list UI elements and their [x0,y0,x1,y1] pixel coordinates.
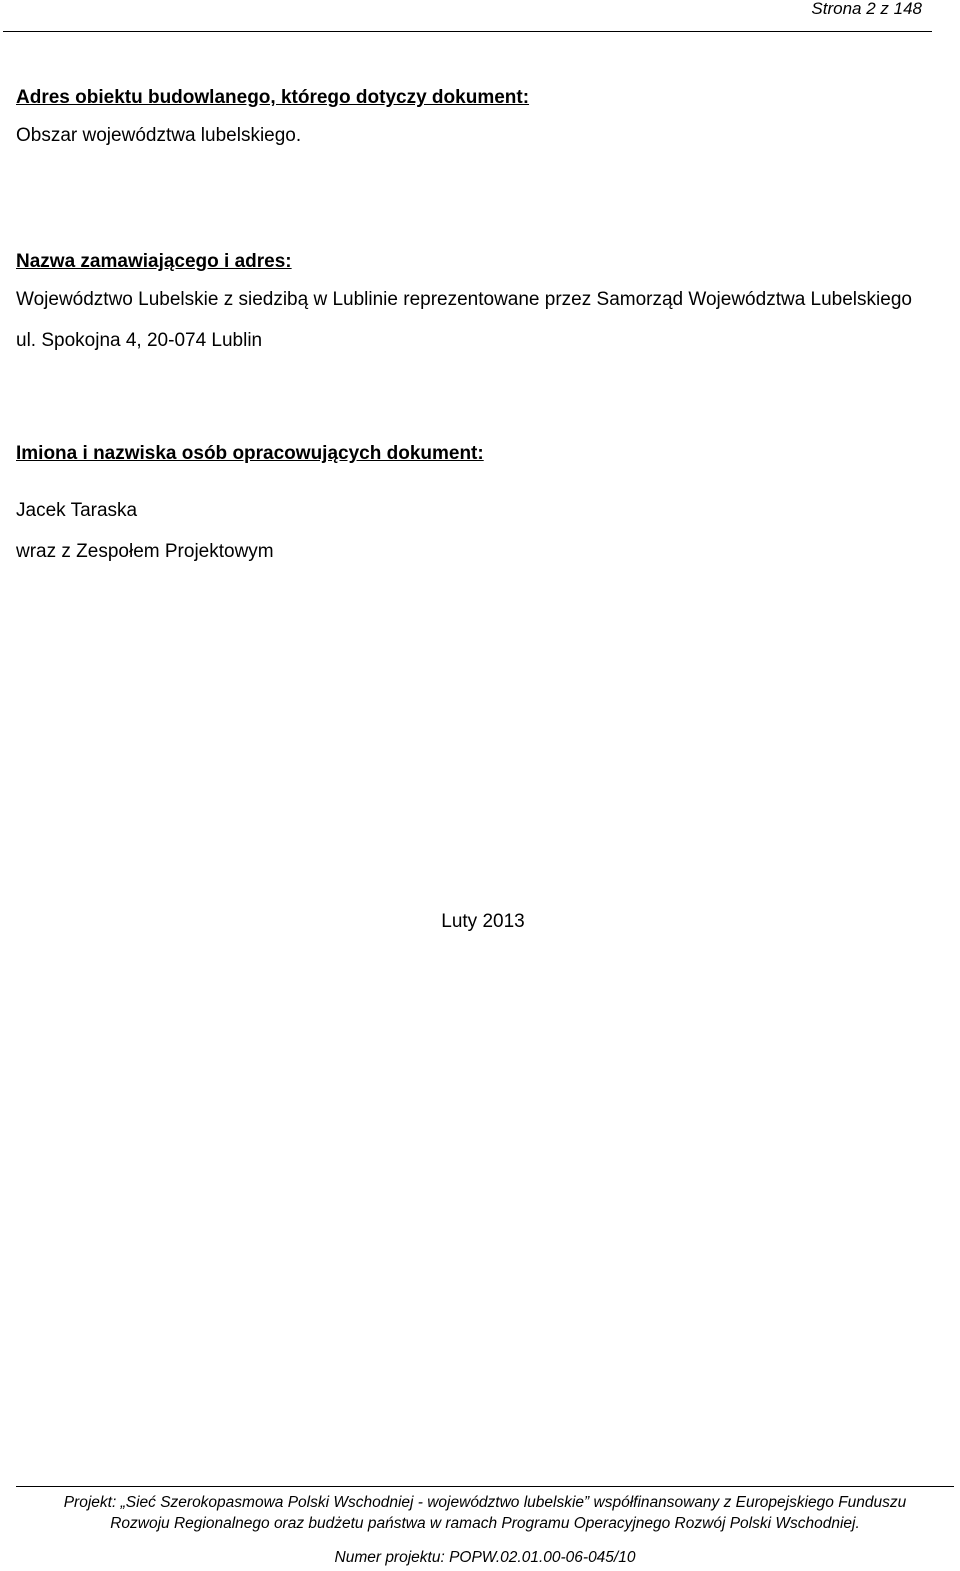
footer-line-1: Projekt: „Sieć Szerokopasmowa Polski Wschodniej - województwo lubelskie” współfinansowany z Europejskiego Funduszu [63,1494,907,1511]
footer-line-2: Rozwoju Regionalnego oraz budżetu państwa w ramach Programu Operacyjnego Rozwój Polski Wschodniej. [110,1515,860,1532]
author-team: wraz z Zespołem Projektowym [16,541,274,562]
page-header [0,0,960,34]
footer-rule [16,1486,954,1487]
building-address-heading: Adres obiektu budowlanego, którego dotyczy dokument: [16,87,530,108]
client-address: ul. Spokojna 4, 20-074 Lublin [16,330,263,351]
client-heading: Nazwa zamawiającego i adres: [16,251,292,272]
document-date: Luty 2013 [441,911,525,932]
footer-project-description [0,1492,960,1534]
authors-heading: Imiona i nazwiska osób opracowujących dokument: [16,443,484,464]
header-rule [3,31,932,32]
author-name: Jacek Taraska [16,500,138,521]
authors-section [16,442,950,567]
page-number: Strona 2 z 148 [811,0,922,18]
client-text: Województwo Lubelskie z siedzibą w Lublinie reprezentowane przez Samorząd Województwa Lubelskiego [16,289,912,310]
building-address-section [16,86,950,151]
footer-project-number: Numer projektu: POPW.02.01.00-06-045/10 [334,1549,636,1566]
building-address-text: Obszar województwa lubelskiego. [16,125,302,146]
client-section [16,250,950,356]
